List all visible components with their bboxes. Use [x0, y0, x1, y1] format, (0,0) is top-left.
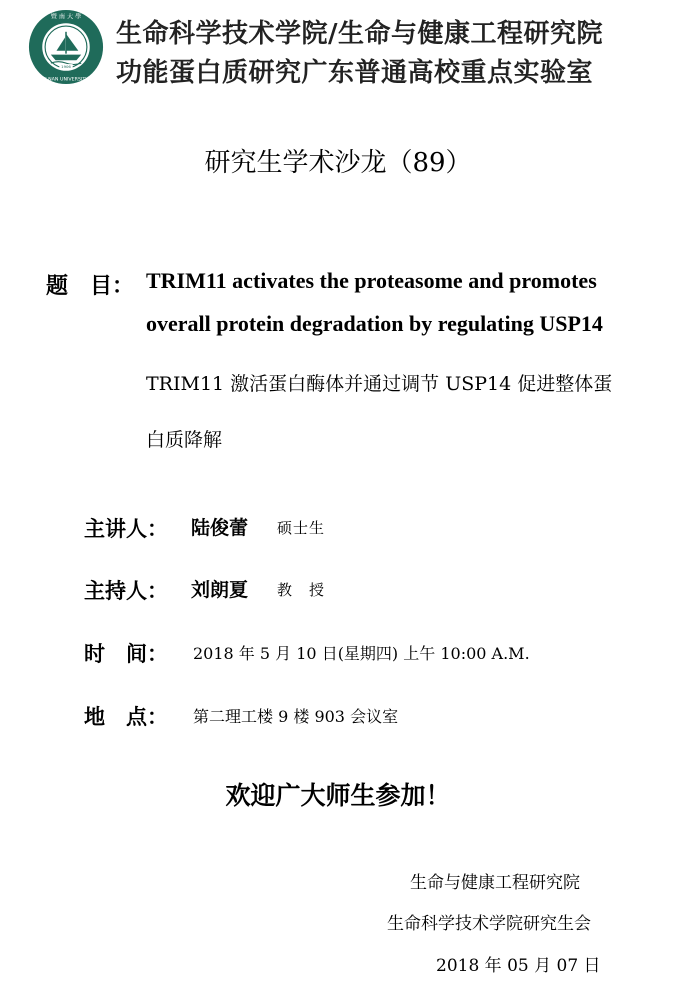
page-title: 研究生学术沙龙（89）	[204, 148, 472, 178]
speaker-name: 陆俊蕾	[191, 517, 249, 539]
topic-label: 题 目：	[46, 274, 135, 299]
host-name: 刘朗夏	[191, 579, 249, 601]
speaker-label: 主讲人：	[84, 517, 168, 541]
time-value: 2018 年 5 月 10 日(星期四) 上午 10:00 A.M.	[193, 644, 530, 663]
header-line-1: 生命科学技术学院/生命与健康工程研究院	[116, 19, 603, 49]
svg-text:1906: 1906	[61, 63, 71, 69]
signature-date: 2018 年 05 月 07 日	[436, 956, 601, 976]
header-line-2: 功能蛋白质研究广东普通高校重点实验室	[116, 58, 594, 88]
place-label: 地 点：	[84, 705, 168, 729]
host-label: 主持人：	[84, 579, 168, 603]
topic-cn-line-1: TRIM11 激活蛋白酶体并通过调节 USP14 促进整体蛋	[146, 373, 613, 395]
signature-org-2: 生命科学技术学院研究生会	[387, 914, 591, 934]
host-title: 教 授	[277, 581, 326, 599]
welcome-text: 欢迎广大师生参加！	[225, 781, 451, 810]
topic-cn-line-2: 白质降解	[146, 429, 223, 451]
signature-org-1: 生命与健康工程研究院	[410, 873, 580, 893]
svg-text:JI NAN UNIVERSITY: JI NAN UNIVERSITY	[43, 77, 89, 83]
speaker-title: 硕士生	[277, 519, 326, 537]
svg-text:暨 南 大 學: 暨 南 大 學	[50, 13, 82, 21]
time-label: 时 间：	[84, 642, 168, 666]
university-logo	[28, 9, 104, 85]
place-value: 第二理工楼 9 楼 903 会议室	[193, 707, 399, 726]
topic-en-line-2: overall protein degradation by regulating USP14	[146, 311, 603, 336]
topic-en-line-1: TRIM11 activates the proteasome and promotes	[146, 268, 597, 293]
